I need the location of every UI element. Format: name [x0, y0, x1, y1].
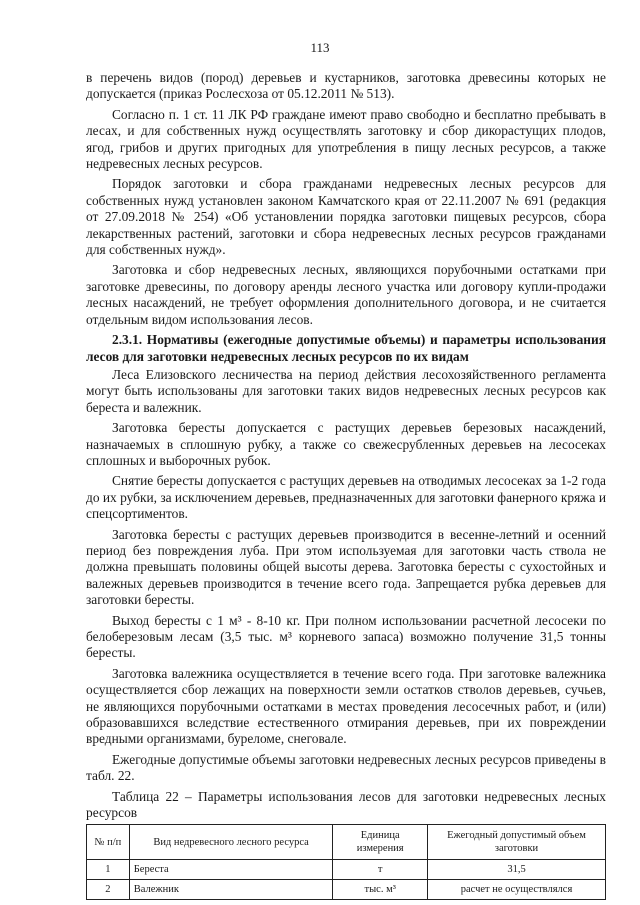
header-cell-resource: Вид недревесного лесного ресурса	[129, 825, 333, 860]
paragraph: в перечень видов (пород) деревьев и кустарников, заготовка древесины которых не допускается (приказ Рослесхоза от 05.12.2011 № 513).	[86, 70, 606, 102]
paragraph: Ежегодные допустимые объемы заготовки недревесных лесных ресурсов приведены в табл. 22.	[86, 751, 606, 784]
cell-resource: Валежник	[129, 880, 333, 900]
cell-unit: тыс. м³	[333, 880, 428, 900]
resource-table	[86, 824, 606, 900]
paragraph: Леса Елизовского лесничества на период действия лесохозяйственного регламента могут быть использованы для заготовки таких видов недревесных лесных ресурсов как береста и валежник.	[86, 366, 606, 415]
header-cell-unit: Единица измерения	[333, 825, 428, 860]
paragraph: Порядок заготовки и сбора гражданами недревесных лесных ресурсов для собственных нужд установлен законом Камчатского края от 22.11.2007 № 691 (редакция от 27.09.2018 № 254) «Об установлении порядка заготовки пищевых ресурсов, сбора лекарственных растений, заготовки и сбора недревесных лесных ресурсов гражданами для собственных нужд».	[86, 176, 606, 258]
table-caption: Таблица 22 – Параметры использования лесов для заготовки недревесных лесных ресурсов	[86, 788, 606, 821]
page-number: 113	[310, 40, 330, 55]
header-cell-volume: Ежегодный допустимый объем заготовки	[428, 825, 606, 860]
cell-unit: т	[333, 860, 428, 880]
table-row	[87, 860, 606, 880]
section-heading: 2.3.1. Нормативы (ежегодные допустимые объемы) и параметры использования лесов для заготовки недревесных лесных ресурсов по их видам	[86, 332, 606, 364]
paragraph: Заготовка и сбор недревесных лесных, являющихся порубочными остатками при заготовке древесины, по договору аренды лесного участка или договору купли-продажи лесных насаждений, не требует оформления дополнительного договора, и не считается отдельным видом использования лесов.	[86, 262, 606, 327]
paragraph: Выход бересты с 1 м³ - 8-10 кг. При полном использовании расчетной лесосеки по белоберезовым лесам (3,5 тыс. м³ корневого запаса) возможно получение 31,5 тонны бересты.	[86, 612, 606, 661]
paragraph: Заготовка бересты допускается с растущих деревьев березовых насаждений, назначаемых в сплошную рубку, а также со свежесрубленных деревьев на лесосеках сплошных и выборочных рубок.	[86, 420, 606, 468]
paragraph: Согласно п. 1 ст. 11 ЛК РФ граждане имеют право свободно и бесплатно пребывать в лесах, и для собственных нужд осуществлять заготовку и сбор дикорастущих плодов, ягод, грибов и других пригодных для употребления в пищу лесных ресурсов, а также недревесных лесных ресурсов.	[86, 106, 606, 172]
cell-volume: расчет не осуществлялся	[428, 880, 606, 900]
document-body	[86, 70, 606, 900]
table-row	[87, 880, 606, 900]
table-header-row	[87, 825, 606, 860]
paragraph: Заготовка валежника осуществляется в течение всего года. При заготовке валежника осуществляется сбор лежащих на поверхности земли остатков стволов деревьев, сучьев, не являющихся порубочными остатками в местах проведения лесосечных работ, и (или) образовавшихся вследствие естественного отмирания деревьев, при их повреждении вредными организмами, буреломе, снеговале.	[86, 665, 606, 747]
cell-number: 1	[87, 860, 130, 880]
paragraph: Заготовка бересты с растущих деревьев производится в весенне-летний и осенний период без повреждения луба. При этом используемая для заготовки часть ствола не должна превышать половины общей высоты дерева. Заготовка бересты с сухостойных и валежных деревьев производится в течение всего года. Запрещается рубка деревьев для заготовки бересты.	[86, 526, 606, 608]
cell-number: 2	[87, 880, 130, 900]
paragraph: Снятие бересты допускается с растущих деревьев на отводимых лесосеках за 1-2 года до их рубки, за исключением деревьев, предназначенных для заготовки фанерного кряжа и спецсортиментов.	[86, 473, 606, 522]
cell-resource: Береста	[129, 860, 333, 880]
header-cell-number: № п/п	[87, 825, 130, 860]
cell-volume: 31,5	[428, 860, 606, 880]
